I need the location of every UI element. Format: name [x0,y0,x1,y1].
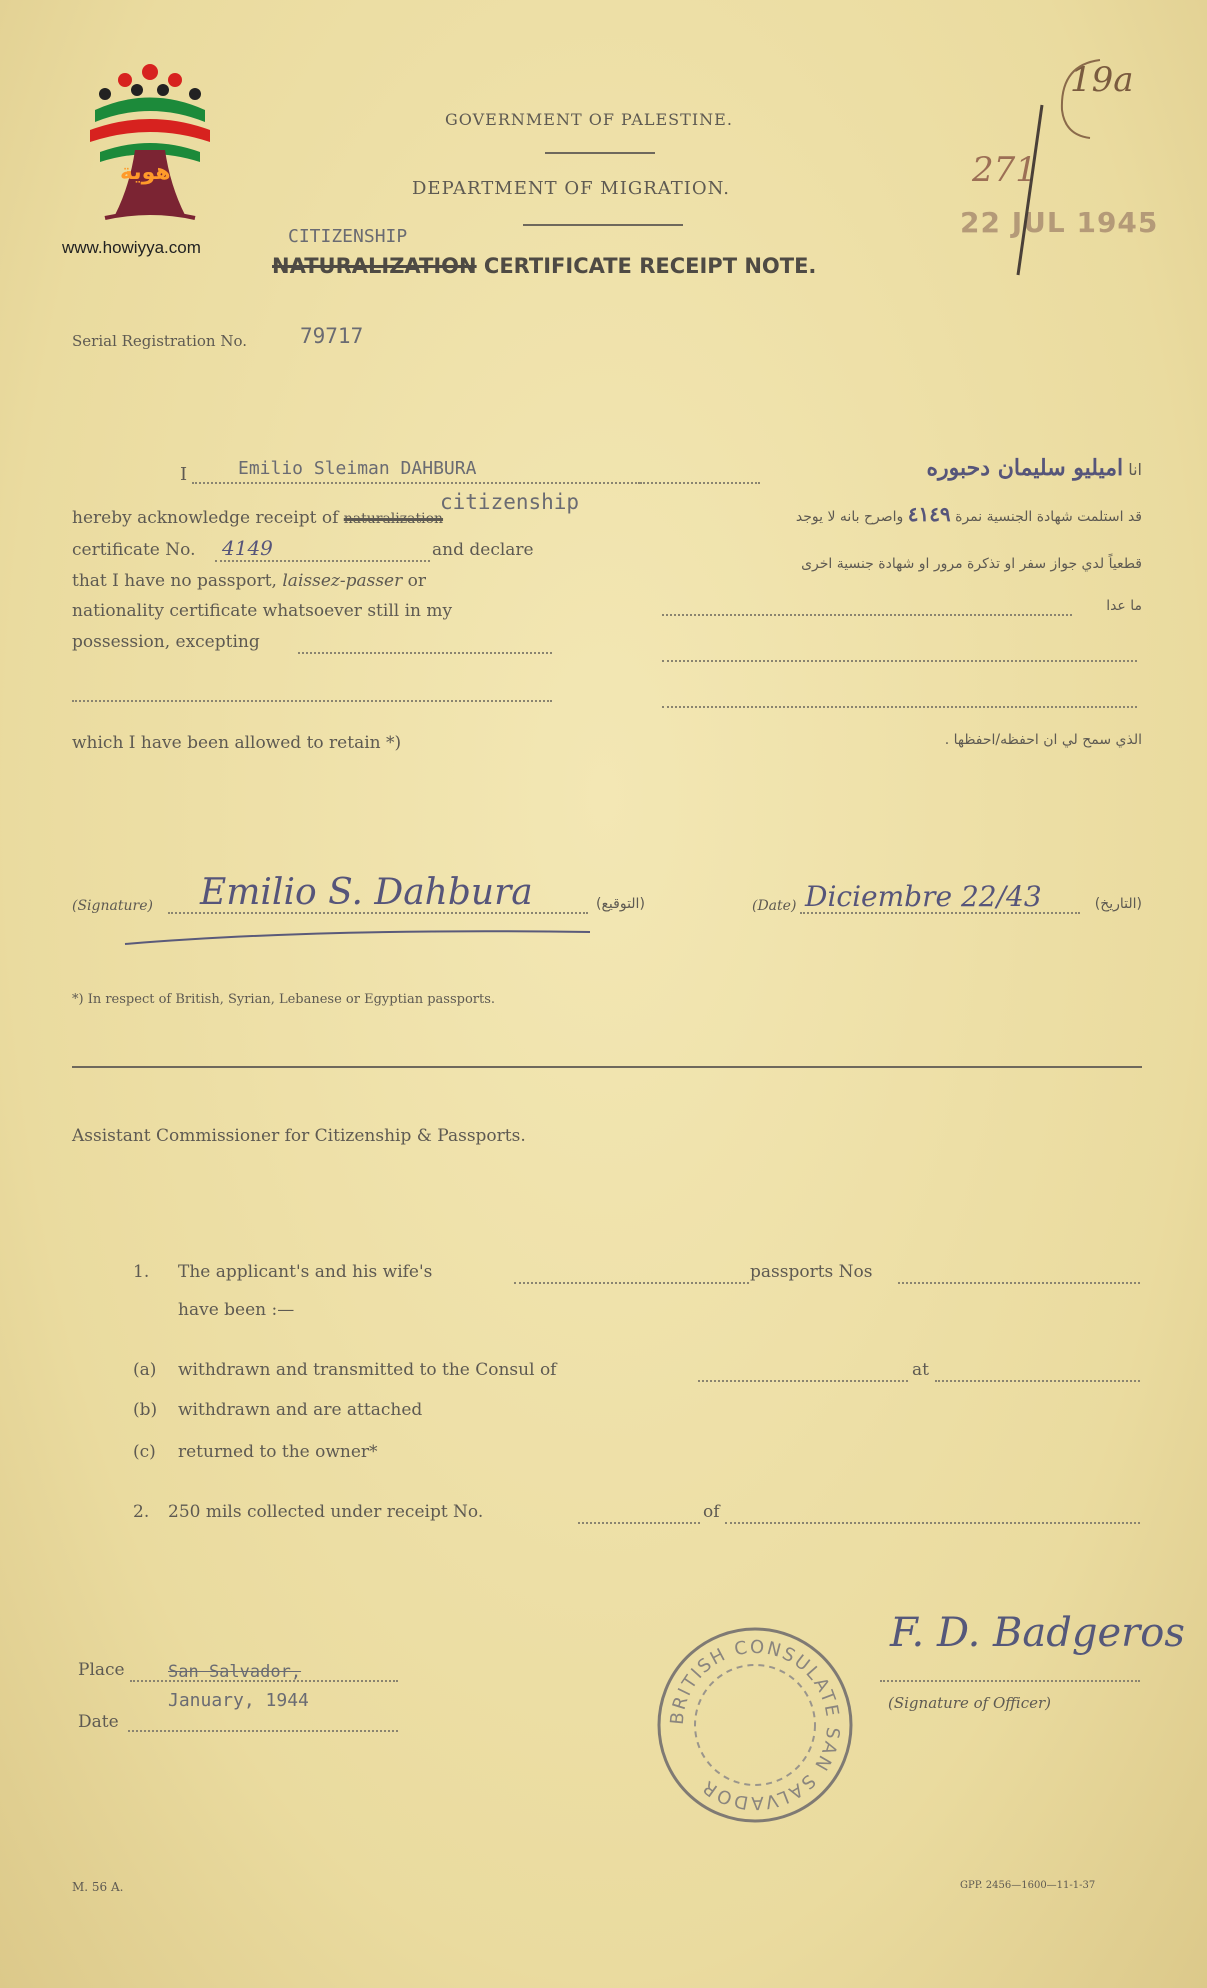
decl-line4: nationality certificate whatsoever still in my [72,601,453,621]
footnote: *) In respect of British, Syrian, Lebanese or Egyptian passports. [72,992,496,1007]
annotation-271: 271 [972,150,1037,190]
government-heading: GOVERNMENT OF PALESTINE. [445,110,733,129]
office-title: Assistant Commissioner for Citizenship & Passports. [72,1126,526,1146]
form-code: M. 56 A. [72,1880,124,1894]
item-c-label: (c) [133,1442,156,1462]
date-bottom-label: Date [78,1712,119,1732]
item2-no: 2. [133,1502,150,1522]
item-a: withdrawn and transmitted to the Consul of [178,1360,557,1380]
place-value: San Salvador, [168,1662,302,1682]
item2-of: of [703,1502,720,1522]
header-rule-1 [545,152,655,154]
struck-naturalization: NATURALIZATION [272,254,477,278]
item-a-label: (a) [133,1360,157,1380]
place-label: Place [78,1660,125,1680]
howiyya-logo [75,60,240,235]
item-a-dots-2 [935,1380,1140,1382]
item-a-dots-1 [698,1380,908,1382]
applicant-name: Emilio Sleiman DAHBURA [238,458,477,479]
decl-line3-b: or [407,571,427,591]
i-label: I [180,464,188,485]
section-divider [72,1066,1142,1068]
item2-text: 250 mils collected under receipt No. [168,1502,484,1522]
item2-dots-1 [578,1522,700,1524]
certificate-title [272,254,816,278]
excepting-dots [298,652,552,654]
annotation-19a: 19a [1070,60,1134,100]
arabic-line2: قطعياً لدي جواز سفر او تذكرة مرور او شهادة جنسية اخرى [801,556,1142,572]
item1-dots-1 [514,1282,749,1284]
decl-line1-text: hereby acknowledge receipt of [72,508,339,528]
item1-c: have been :— [178,1300,295,1320]
arabic-dots-3 [662,706,1137,708]
decl-line3-italic: laissez-passer [282,571,403,591]
arabic-line1-a: قد استلمت شهادة الجنسية نمرة [955,509,1142,525]
officer-signature: F. D. Badgeros [890,1610,1185,1656]
header-rule-2 [523,224,683,226]
annotation-circle-mark [1040,50,1150,140]
annotation-slash [1010,100,1050,280]
tree-people-logo-icon [75,60,225,230]
date-arabic-label: (التاريخ) [1094,896,1142,912]
decl-line3-a: that I have no passport, [72,571,277,591]
logo-url: www.howiyya.com [62,238,201,257]
date-label: (Date) [752,898,797,914]
date-bottom-value: January, 1944 [168,1690,309,1711]
serial-label: Serial Registration No. [72,332,247,350]
typed-citizenship: CITIZENSHIP [288,226,408,247]
item-c: returned to the owner* [178,1442,378,1462]
logo-brand-arabic: هوية [120,160,171,185]
officer-dots [880,1680,1140,1682]
date-bottom-dots [128,1730,398,1732]
item1-b: passports Nos [750,1262,873,1282]
received-stamp-date: 22 JUL 1945 [960,206,1159,239]
decl-line3 [72,571,426,591]
name-dots [192,482,640,484]
arabic-retain: الذي سمح لي ان احفظه/احفظها . [944,732,1142,748]
arabic-dots-2 [662,660,1137,662]
arabic-line3: ما عدا [1106,598,1142,614]
arabic-name: اميليو سليمان دحبوره [926,455,1124,481]
decl-line5: possession, excepting [72,632,260,652]
date-value: Diciembre 22/43 [805,880,1042,913]
arabic-line1-b: واصرح بانه لا يوجد [795,509,904,525]
department-heading: DEPARTMENT OF MIGRATION. [412,178,730,199]
item1-dots-2 [898,1282,1140,1284]
stamp-text: BRITISH CONSULATE SAN SALVADOR [666,1636,844,1814]
serial-value: 79717 [300,324,364,348]
item-b-label: (b) [133,1400,158,1420]
arabic-line1 [796,502,1142,526]
arabic-dots-1 [662,614,1072,616]
item-b: withdrawn and are attached [178,1400,423,1420]
cert-no-value: 4149 [222,536,273,560]
cert-no-dots [215,560,430,562]
applicant-signature: Emilio S. Dahbura [200,872,533,913]
retain-text: which I have been allowed to retain *) [72,733,402,753]
signature-arabic-label: (التوقيع) [596,896,645,912]
decl-line2-prefix: certificate No. [72,540,196,560]
officer-label: (Signature of Officer) [888,1694,1052,1712]
decl-line2-suffix: and declare [432,540,534,560]
item-a-at: at [912,1360,929,1380]
title-rest: CERTIFICATE RECEIPT NOTE. [483,254,817,278]
excepting-dots-2 [72,700,552,702]
signature-flourish [120,918,600,948]
item2-dots-2 [725,1522,1140,1524]
consulate-stamp-icon [655,1625,855,1825]
arabic-name-dots [640,482,760,484]
arabic-cert-no: ٤١٤٩ [907,502,951,526]
struck-naturalization-2: naturalization [343,511,444,527]
printer-code: GPP. 2456—1600—11-1-37 [960,1880,1096,1891]
arabic-name-prefix: انا [1128,460,1142,479]
item1-no: 1. [133,1262,150,1282]
typed-citizenship-2: citizenship [440,490,580,514]
decl-line2 [72,540,195,560]
svg-text:BRITISH CONSULATE SAN SALVADOR [667,1637,843,1813]
decl-line1 [72,508,443,528]
arabic-name-line [927,455,1143,481]
item1-a: The applicant's and his wife's [178,1262,433,1282]
signature-label: (Signature) [72,898,153,914]
